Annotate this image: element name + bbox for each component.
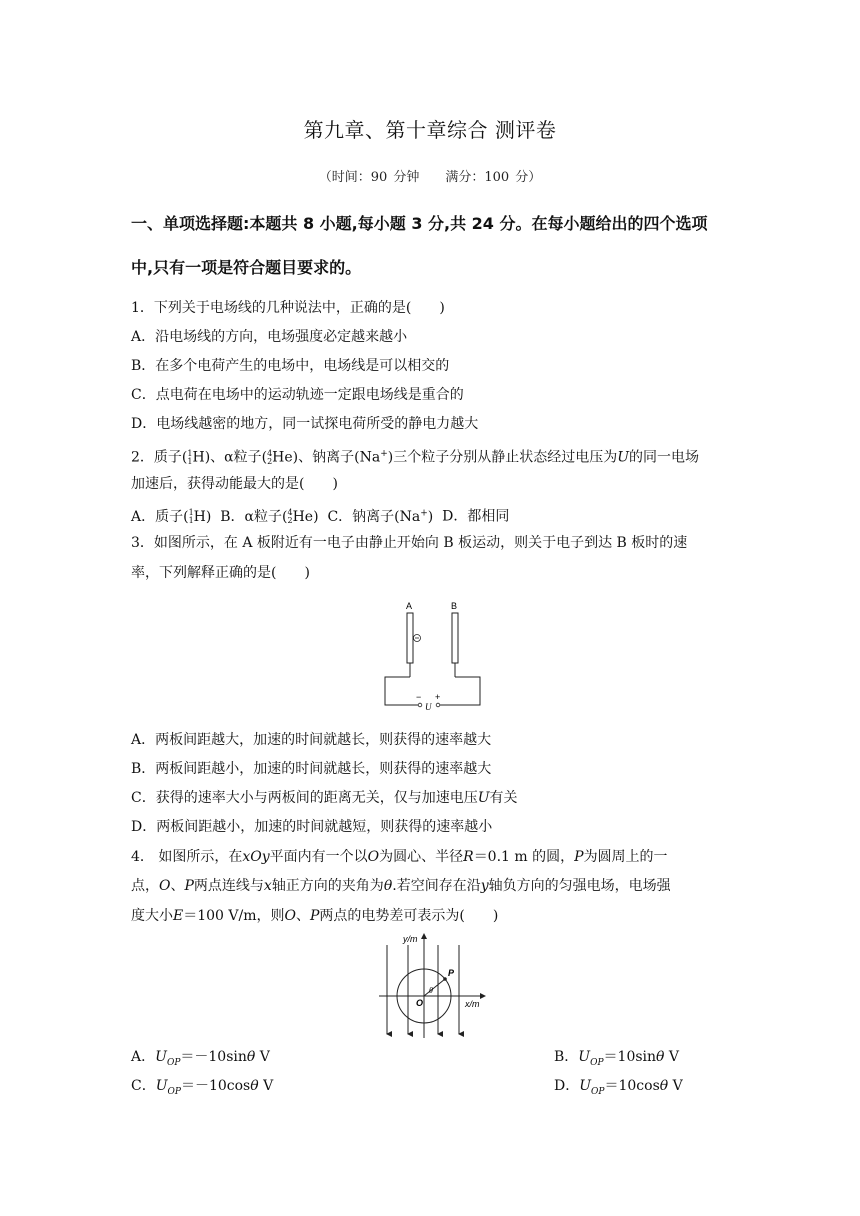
svg-text:θ: θ (429, 986, 433, 995)
q4-option-a: A．$U_{OP}=-10\sin\theta$ V (131, 1049, 270, 1068)
left-wire (385, 677, 418, 705)
exam-info: （时间：90 分钟 满分：100 分） (318, 170, 542, 185)
plate-a (407, 613, 413, 663)
section-heading-line-1: 一、单项选择题:本题共 8 小题,每小题 3 分,共 24 分。在每小题给出的四个选项 (131, 214, 708, 233)
q4-option-b: B．$U_{OP}=10\sin\theta$ V (554, 1049, 680, 1068)
q4-stem-line-1: 4． 如图所示，在xOy平面内有一个以O为圆心、半径R＝0.1 m 的圆，P为圆周上的一 (131, 849, 668, 865)
q2-stem-line-1: 2．质子(1 1H)、α粒子(4 2He)、钠离子(Na+)三个粒子分别从静止状态经过电压为U的同一电场 (131, 448, 700, 466)
q2-option-a: A．质子(1 1H) (131, 507, 212, 525)
q3-option-d: D．两板间距越小，加速的时间就越短，则获得的速率越小 (131, 819, 493, 835)
q4-field-figure (375, 930, 490, 1042)
q4-option-d: D．$U_{OP}=10\cos\theta$ V (554, 1078, 683, 1097)
svg-text:x/m: x/m (465, 999, 480, 1009)
q3-option-a: A．两板间距越大，加速的时间就越长，则获得的速率越大 (131, 732, 492, 748)
q4-option-c: C．$U_{OP}=-10\cos\theta$ V (131, 1078, 274, 1097)
point-p (443, 977, 447, 981)
plate-b (452, 613, 458, 663)
q2-stem-line-2: 加速后，获得动能最大的是( ) (131, 476, 338, 492)
q3-stem-line-1: 3．如图所示，在 A 板附近有一电子由静止开始向 B 板运动，则关于电子到达 B 板时的速 (131, 535, 688, 551)
q2-option-d: D．都相同 (442, 508, 510, 525)
q4-stem-line-3: 度大小E＝100 V/m，则O、P两点的电势差可表示为( ) (131, 908, 499, 924)
q2-option-b: B．α粒子(4 2He) (220, 507, 319, 525)
svg-text:−: − (416, 692, 422, 702)
plate-b-label: B (451, 601, 458, 611)
section-heading-line-2: 中,只有一项是符合题目要求的。 (131, 258, 362, 277)
svg-text:y/m: y/m (403, 934, 418, 944)
right-wire (440, 677, 480, 705)
q1-stem: 1．下列关于电场线的几种说法中，正确的是( ) (131, 300, 445, 316)
q3-option-c: C．获得的速率大小与两板间的距离无关，仅与加速电压U有关 (131, 790, 518, 806)
page-title: 第九章、第十章综合 测评卷 (303, 118, 557, 142)
q1-option-a: A．沿电场线的方向，电场强度必定越来越小 (131, 329, 408, 345)
plate-a-label: A (406, 601, 413, 611)
svg-text:+: + (435, 692, 441, 702)
q3-capacitor-figure (380, 596, 490, 716)
q1-option-b: B．在多个电荷产生的电场中，电场线是可以相交的 (131, 358, 450, 374)
q3-option-b: B．两板间距越小，加速的时间就越长，则获得的速率越大 (131, 761, 492, 777)
svg-text:P: P (448, 968, 455, 978)
q2-options (131, 503, 736, 527)
q4-stem-line-2: 点，O、P两点连线与x轴正方向的夹角为θ.若空间存在沿y轴负方向的匀强电场，电场强 (131, 878, 671, 894)
svg-text:O: O (416, 998, 424, 1008)
q1-option-d: D．电场线越密的地方，同一试探电荷所受的静电力越大 (131, 416, 479, 432)
svg-text:U: U (425, 702, 432, 712)
q1-option-c: C．点电荷在电场中的运动轨迹一定跟电场线是重合的 (131, 387, 464, 403)
q2-option-c: C．钠离子(Na+) (327, 508, 434, 525)
q3-stem-line-2: 率，下列解释正确的是( ) (131, 565, 310, 581)
